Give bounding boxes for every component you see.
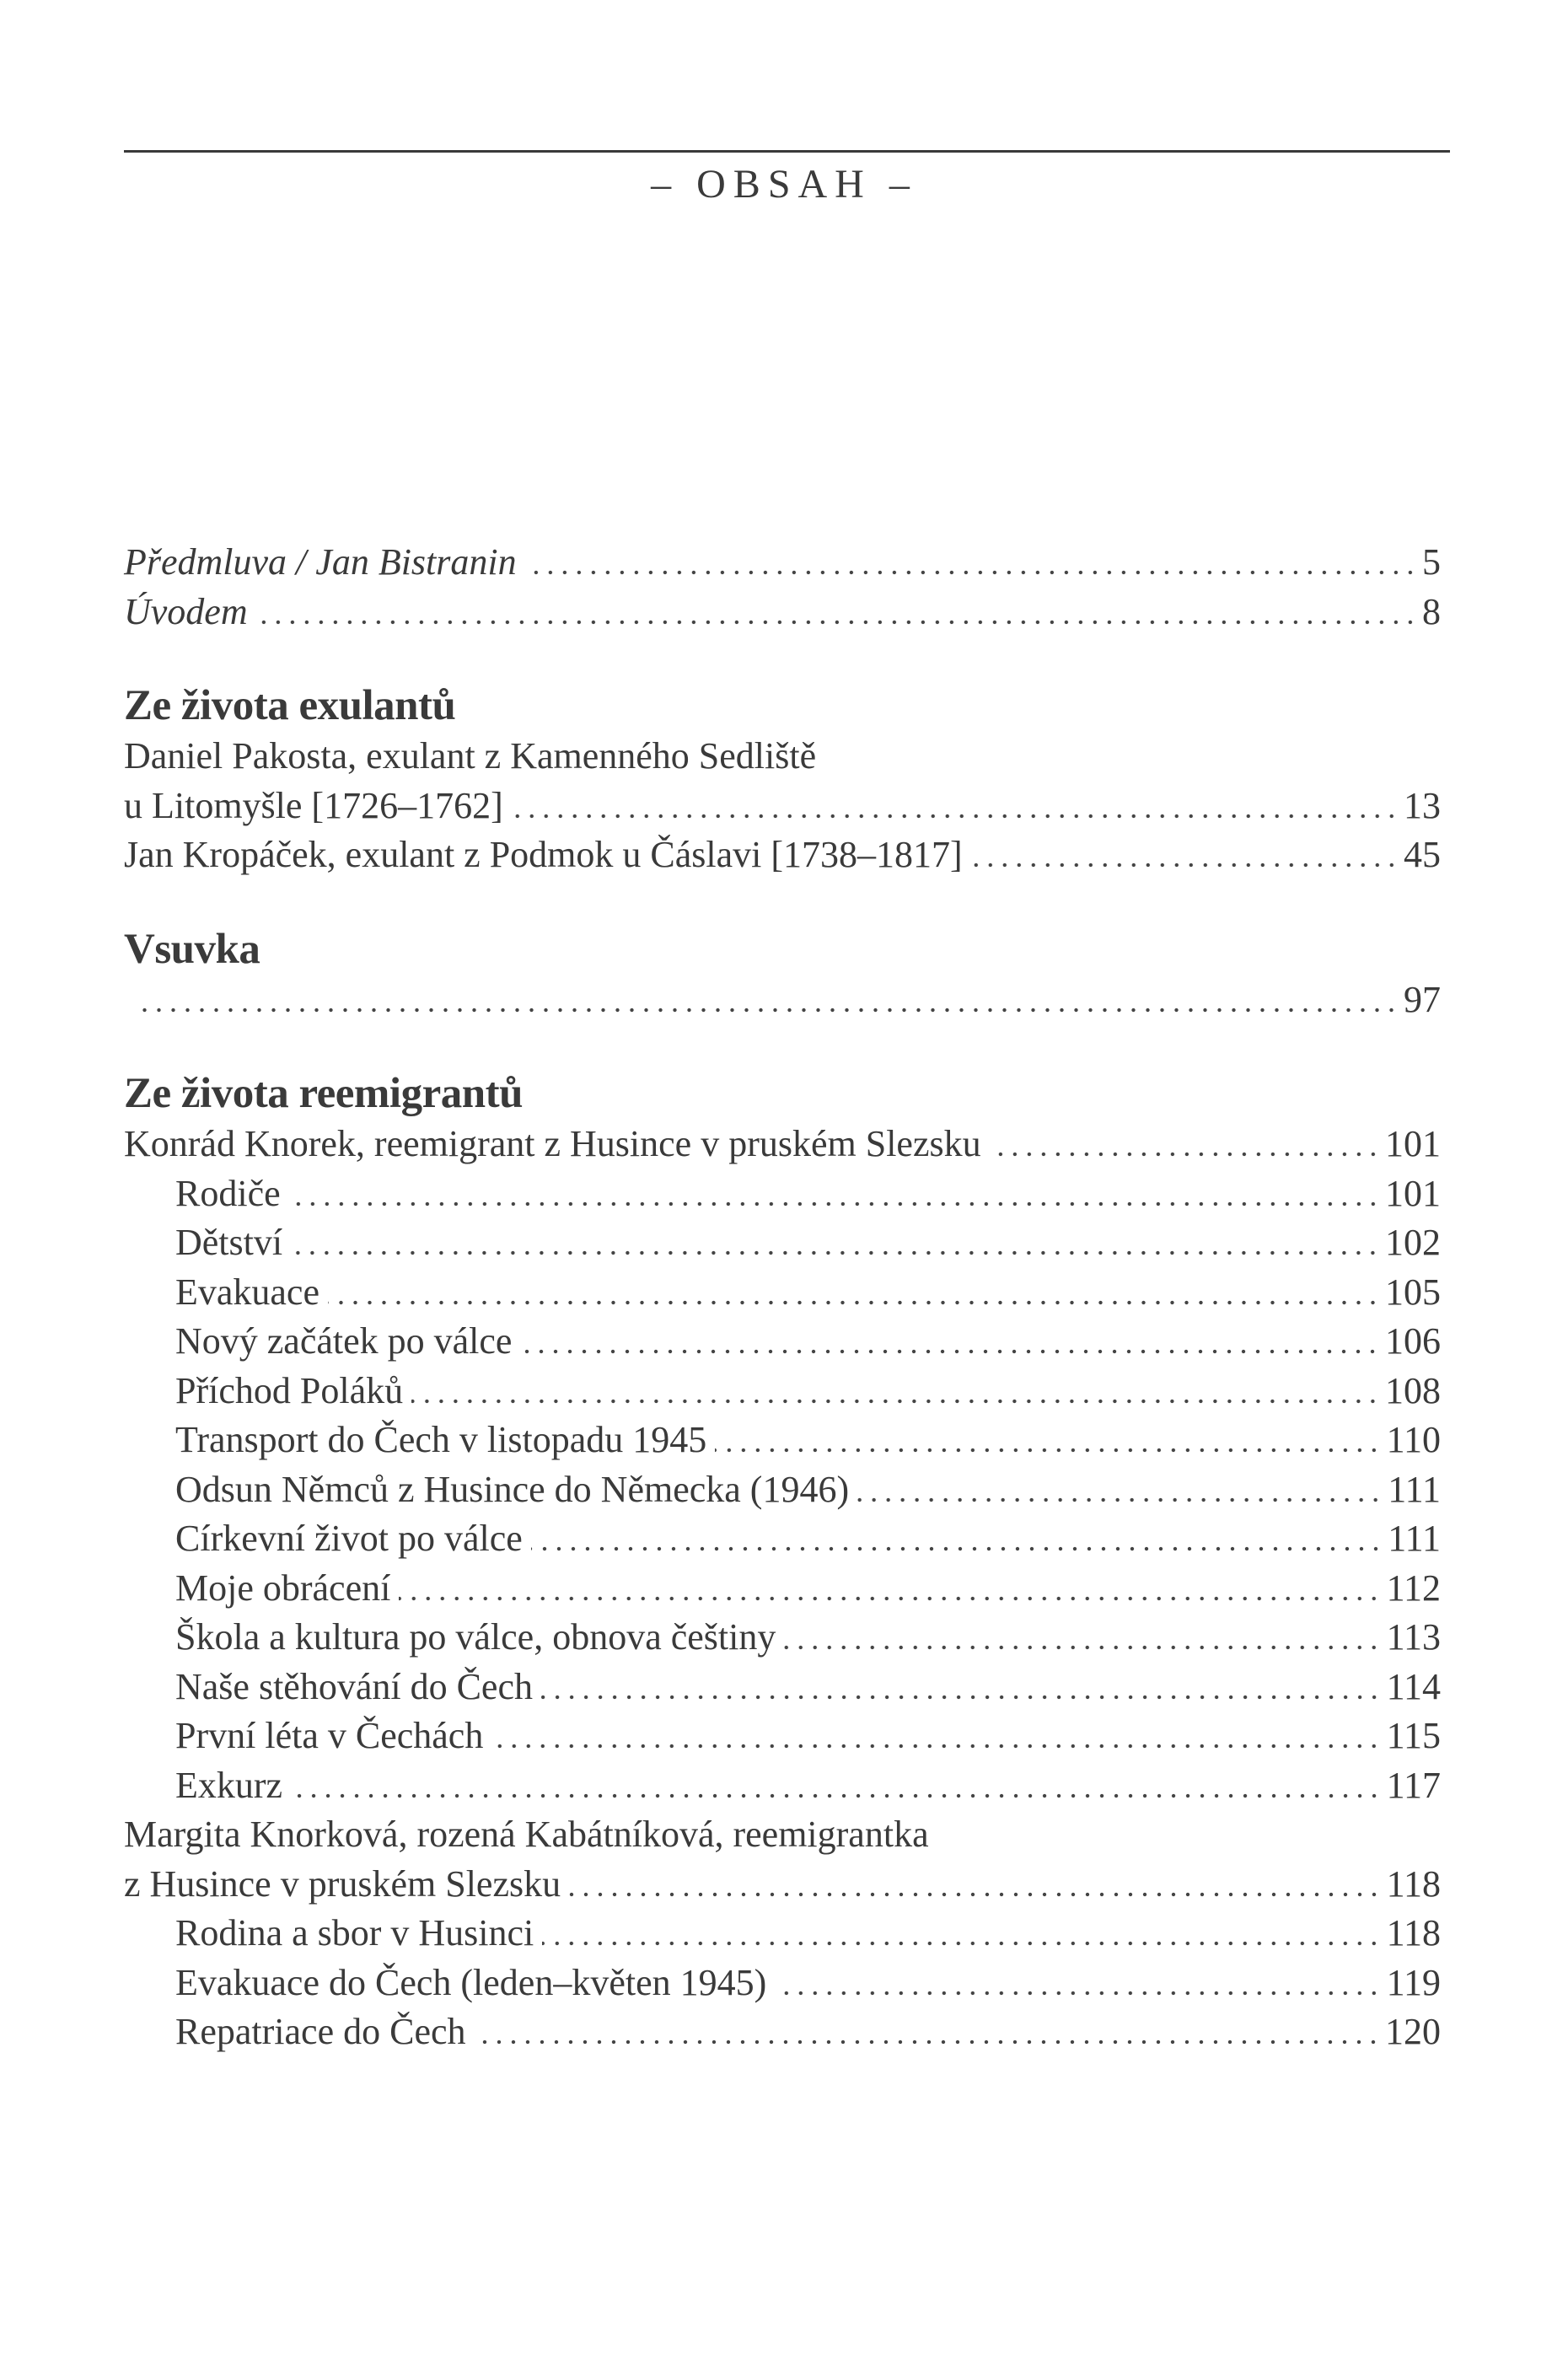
dot-leader (541, 1663, 1382, 1712)
page-number: 120 (1385, 2011, 1441, 2052)
page-number: 112 (1386, 1567, 1441, 1609)
dot-leader (971, 830, 1399, 880)
dot-leader (525, 538, 1417, 588)
entry-title: Odsun Němců z Husince do Německa (1946) (175, 1468, 850, 1510)
dot-leader (784, 1613, 1381, 1663)
page-number: 8 (1422, 590, 1441, 632)
entry-title: První léta v Čechách (175, 1715, 484, 1756)
dot-leader (411, 1367, 1380, 1416)
dot-leader (715, 1416, 1381, 1465)
entry-title: Transport do Čech v listopadu 1945 (175, 1419, 707, 1460)
section-heading: Vsuvka (124, 925, 260, 973)
page-number: 101 (1385, 1172, 1441, 1214)
page-number: 111 (1388, 1468, 1441, 1510)
dot-leader (256, 588, 1417, 637)
dot-leader (399, 1564, 1381, 1614)
page-number: 105 (1385, 1271, 1441, 1313)
page-number: 110 (1386, 1419, 1441, 1460)
toc-entry[interactable] (124, 588, 1441, 637)
dot-leader (328, 1268, 1380, 1318)
entry-title: Repatriace do Čech (175, 2011, 466, 2052)
entry-title: Škola a kultura po válce, obnova češtiny (175, 1616, 776, 1658)
toc-entry[interactable] (124, 1218, 1441, 1268)
entry-title: Jan Kropáček, exulant z Podmok u Čáslavi [1738–1817] (124, 834, 963, 875)
entry-title: Úvodem (124, 590, 248, 632)
page-number: 111 (1388, 1518, 1441, 1559)
dot-leader (531, 1514, 1383, 1564)
dot-leader (491, 1712, 1381, 1761)
entry-title: Příchod Poláků (175, 1369, 404, 1411)
top-rule (124, 150, 1450, 153)
dot-leader (990, 1120, 1380, 1169)
toc-entry[interactable] (124, 1909, 1441, 1959)
entry-title: Evakuace (175, 1271, 320, 1313)
entry-title: Rodiče (175, 1172, 281, 1214)
page-number: 101 (1385, 1123, 1441, 1164)
section-heading: Ze života reemigrantů (124, 1070, 523, 1117)
page-number: 102 (1385, 1222, 1441, 1263)
entry-title: u Litomyšle [1726–1762] (124, 784, 503, 826)
toc-entry[interactable] (124, 1120, 1441, 1169)
toc-entry[interactable] (124, 1860, 1441, 1910)
toc-entry[interactable] (124, 2007, 1441, 2057)
toc-entry[interactable] (124, 538, 1441, 588)
dot-leader (132, 975, 1399, 1025)
page-number: 114 (1386, 1665, 1441, 1707)
page-number: 13 (1404, 784, 1441, 826)
toc-entry[interactable] (124, 1268, 1441, 1318)
page-number: 117 (1386, 1764, 1441, 1806)
toc-entry[interactable] (124, 1367, 1441, 1416)
dot-leader (475, 2007, 1380, 2057)
page-number: 118 (1386, 1912, 1441, 1954)
entry-title: Naše stěhování do Čech (175, 1665, 533, 1707)
page-number: 118 (1386, 1862, 1441, 1905)
page-number: 45 (1404, 834, 1441, 875)
page-title: – OBSAH – (651, 162, 917, 207)
toc-entry[interactable] (124, 1416, 1441, 1465)
entry-title: Církevní život po válce (175, 1518, 523, 1559)
toc-entry[interactable] (124, 1514, 1441, 1564)
page-number: 119 (1386, 1961, 1441, 2003)
entry-title: z Husince v pruském Slezsku (124, 1862, 561, 1905)
page-number: 97 (1404, 978, 1441, 1020)
entry-title: Evakuace do Čech (leden–květen 1945) (175, 1961, 767, 2003)
dot-leader (542, 1909, 1381, 1959)
section-heading: Ze života exulantů (124, 682, 456, 729)
toc-entry[interactable] (124, 830, 1441, 880)
entry-title: Předmluva / Jan Bistranin (124, 541, 517, 583)
table-of-contents (124, 538, 1441, 2057)
dot-leader (857, 1465, 1383, 1515)
toc-entry[interactable] (124, 1317, 1441, 1367)
toc-entry[interactable] (124, 1613, 1441, 1663)
entry-title: Exkurz (175, 1764, 283, 1806)
page-number: 106 (1385, 1320, 1441, 1362)
page-number: 5 (1422, 541, 1441, 583)
toc-entry[interactable] (124, 1761, 1441, 1811)
page-number: 115 (1386, 1715, 1441, 1756)
toc-entry[interactable] (124, 1810, 1441, 1860)
toc-entry[interactable] (124, 1959, 1441, 2008)
toc-entry[interactable] (124, 1465, 1441, 1515)
entry-title: Rodina a sbor v Husinci (175, 1912, 534, 1954)
toc-entry[interactable] (124, 1712, 1441, 1761)
entry-title: Dětství (175, 1222, 283, 1263)
entry-title: Konrád Knorek, reemigrant z Husince v pruském Slezsku (124, 1123, 981, 1164)
dot-leader (775, 1959, 1381, 2008)
entry-title: Daniel Pakosta, exulant z Kamenného Sedliště (124, 735, 817, 777)
toc-entry[interactable] (124, 1169, 1441, 1219)
toc-entry[interactable] (124, 732, 1441, 782)
dot-leader (291, 1761, 1382, 1811)
toc-entry[interactable] (124, 782, 1441, 831)
entry-title: Moje obrácení (175, 1567, 391, 1609)
dot-leader (291, 1218, 1380, 1268)
dot-leader (512, 782, 1399, 831)
entry-title: Nový začátek po válce (175, 1320, 513, 1362)
toc-entry[interactable] (124, 1564, 1441, 1614)
page-number: 108 (1385, 1369, 1441, 1411)
entry-title: Margita Knorková, rozená Kabátníková, reemigrantka (124, 1814, 929, 1855)
dot-leader (569, 1860, 1382, 1910)
toc-entry[interactable] (124, 1663, 1441, 1712)
dot-leader (289, 1169, 1380, 1219)
dot-leader (520, 1317, 1380, 1367)
toc-entry[interactable] (124, 975, 1441, 1025)
page-number: 113 (1386, 1616, 1441, 1658)
